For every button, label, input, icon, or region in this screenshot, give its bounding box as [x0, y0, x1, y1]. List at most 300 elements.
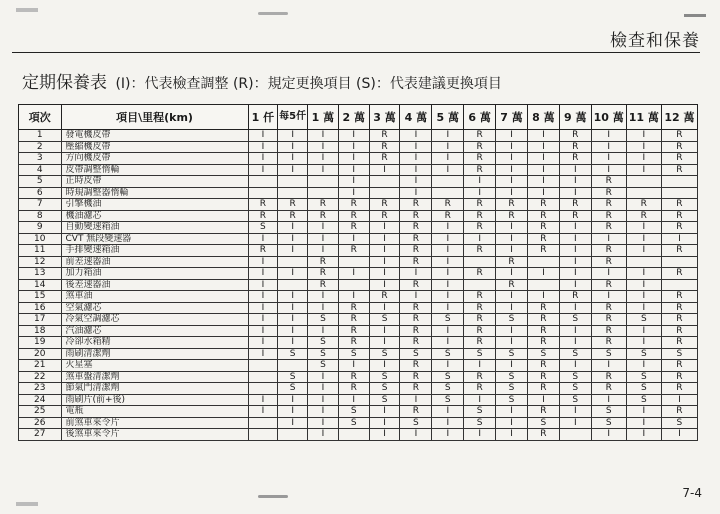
service-code: R — [527, 383, 559, 395]
table-header-row — [19, 105, 698, 130]
service-code: R — [527, 371, 559, 383]
service-code: I — [559, 417, 591, 429]
column-header: 1 仟 — [248, 105, 278, 130]
service-code: S — [591, 348, 626, 360]
service-code: R — [527, 233, 559, 245]
service-code: S — [626, 348, 661, 360]
service-code: I — [496, 141, 528, 153]
service-code: I — [496, 130, 528, 142]
service-code: R — [661, 222, 697, 234]
row-number: 13 — [19, 268, 62, 280]
service-code: I — [248, 256, 278, 268]
service-code: S — [464, 417, 496, 429]
service-code: I — [626, 429, 661, 441]
service-code: S — [626, 394, 661, 406]
item-name: 汽油濾芯 — [61, 325, 248, 337]
service-code: S — [308, 360, 339, 372]
table-row — [19, 337, 698, 349]
service-code — [248, 417, 278, 429]
service-code: R — [591, 383, 626, 395]
service-code — [661, 279, 697, 291]
service-code: I — [626, 130, 661, 142]
table-row — [19, 417, 698, 429]
row-number: 22 — [19, 371, 62, 383]
table-row — [19, 406, 698, 418]
registration-mark-bottom — [258, 495, 288, 498]
service-code: R — [527, 314, 559, 326]
service-code — [278, 176, 308, 188]
service-code: R — [591, 302, 626, 314]
service-code: S — [308, 314, 339, 326]
service-code: I — [464, 429, 496, 441]
service-code: S — [308, 337, 339, 349]
service-code: I — [278, 130, 308, 142]
service-code: R — [661, 371, 697, 383]
service-code: R — [338, 371, 369, 383]
service-code: I — [369, 406, 400, 418]
service-code — [626, 176, 661, 188]
item-name: 後煞車來令片 — [61, 429, 248, 441]
service-code: R — [591, 222, 626, 234]
legend-title: 定期保養表 — [22, 73, 107, 93]
service-code: I — [308, 164, 339, 176]
item-name: 電瓶 — [61, 406, 248, 418]
service-code: I — [496, 245, 528, 257]
registration-mark-top — [258, 12, 288, 15]
service-code: R — [400, 406, 432, 418]
table-row — [19, 268, 698, 280]
service-code — [278, 256, 308, 268]
service-code: I — [369, 279, 400, 291]
service-code: R — [400, 302, 432, 314]
service-code: R — [626, 210, 661, 222]
service-code: I — [527, 153, 559, 165]
service-code: R — [527, 245, 559, 257]
service-code: I — [400, 164, 432, 176]
service-code: R — [308, 268, 339, 280]
item-name: 方向機皮帶 — [61, 153, 248, 165]
service-code: R — [369, 153, 400, 165]
service-code: I — [661, 394, 697, 406]
service-code: R — [464, 210, 496, 222]
service-code: R — [661, 337, 697, 349]
service-code: R — [464, 141, 496, 153]
service-code: I — [432, 417, 464, 429]
service-code: R — [369, 210, 400, 222]
service-code: I — [369, 233, 400, 245]
service-code: I — [338, 141, 369, 153]
service-code: S — [496, 348, 528, 360]
service-code: R — [661, 291, 697, 303]
service-code: R — [591, 337, 626, 349]
table-row — [19, 360, 698, 372]
row-number: 26 — [19, 417, 62, 429]
service-code: I — [400, 268, 432, 280]
service-code: R — [661, 245, 697, 257]
service-code: I — [496, 417, 528, 429]
service-code: R — [338, 199, 369, 211]
service-code — [278, 279, 308, 291]
service-code: R — [400, 210, 432, 222]
service-code: I — [338, 268, 369, 280]
service-code: I — [248, 233, 278, 245]
service-code: R — [661, 360, 697, 372]
column-header: 8 萬 — [527, 105, 559, 130]
service-code: R — [661, 164, 697, 176]
service-code: I — [496, 268, 528, 280]
item-name: 冷氣空調濾芯 — [61, 314, 248, 326]
service-code: I — [432, 337, 464, 349]
service-code: R — [369, 130, 400, 142]
service-code: S — [308, 348, 339, 360]
service-code: I — [248, 325, 278, 337]
service-code — [248, 187, 278, 199]
service-code: I — [626, 360, 661, 372]
column-header: 項次 — [19, 105, 62, 130]
service-code: I — [369, 360, 400, 372]
service-code: R — [464, 268, 496, 280]
service-code — [278, 429, 308, 441]
item-name: 手排變速箱油 — [61, 245, 248, 257]
service-code: S — [432, 383, 464, 395]
service-code: S — [559, 394, 591, 406]
service-code: I — [248, 348, 278, 360]
service-code: S — [338, 406, 369, 418]
service-code: I — [626, 417, 661, 429]
service-code: I — [626, 245, 661, 257]
service-code: S — [464, 348, 496, 360]
service-code: I — [432, 279, 464, 291]
column-header: 1 萬 — [308, 105, 339, 130]
table-row — [19, 222, 698, 234]
service-code: I — [527, 141, 559, 153]
service-code — [527, 256, 559, 268]
item-name: 後差速器油 — [61, 279, 248, 291]
service-code: S — [369, 394, 400, 406]
service-code: R — [661, 199, 697, 211]
service-code: I — [591, 164, 626, 176]
service-code: R — [661, 302, 697, 314]
service-code: R — [464, 222, 496, 234]
service-code: I — [278, 164, 308, 176]
service-code: I — [369, 164, 400, 176]
service-code: R — [432, 210, 464, 222]
page-number: 7-4 — [682, 486, 702, 500]
service-code: I — [591, 233, 626, 245]
service-code: R — [248, 199, 278, 211]
table-row — [19, 256, 698, 268]
service-code: R — [400, 222, 432, 234]
service-code: I — [559, 279, 591, 291]
service-code — [278, 360, 308, 372]
service-code: S — [527, 348, 559, 360]
service-code — [248, 360, 278, 372]
maintenance-schedule-table — [18, 104, 698, 441]
service-code: I — [559, 222, 591, 234]
service-code: R — [591, 187, 626, 199]
service-code: I — [369, 256, 400, 268]
service-code — [308, 176, 339, 188]
service-code: R — [661, 406, 697, 418]
item-name: 正時皮帶 — [61, 176, 248, 188]
legend-text: (I)：代表檢查調整 (R)：規定更換項目 (S)：代表建議更換項目 — [115, 76, 502, 92]
item-name: 節氣門清潔劑 — [61, 383, 248, 395]
service-code: R — [338, 210, 369, 222]
service-code: S — [591, 406, 626, 418]
row-number: 20 — [19, 348, 62, 360]
service-code: I — [338, 187, 369, 199]
service-code: R — [527, 325, 559, 337]
table-row — [19, 176, 698, 188]
service-code: I — [308, 245, 339, 257]
service-code: I — [626, 325, 661, 337]
service-code: S — [432, 371, 464, 383]
service-code — [369, 176, 400, 188]
service-code: I — [369, 429, 400, 441]
row-number: 23 — [19, 383, 62, 395]
service-code: I — [308, 222, 339, 234]
service-code: R — [400, 256, 432, 268]
column-header: 12 萬 — [661, 105, 697, 130]
service-code: R — [464, 325, 496, 337]
service-code: I — [338, 360, 369, 372]
service-code — [661, 256, 697, 268]
service-code: I — [496, 164, 528, 176]
service-code: I — [248, 164, 278, 176]
service-code: R — [661, 325, 697, 337]
service-code: I — [559, 325, 591, 337]
service-code: I — [559, 233, 591, 245]
service-code: I — [432, 406, 464, 418]
service-code: R — [559, 210, 591, 222]
row-number: 16 — [19, 302, 62, 314]
header-divider — [12, 52, 700, 53]
service-code: R — [308, 279, 339, 291]
service-code — [464, 279, 496, 291]
table-row — [19, 130, 698, 142]
service-code: I — [591, 291, 626, 303]
service-code: R — [338, 337, 369, 349]
service-code: I — [400, 176, 432, 188]
table-row — [19, 153, 698, 165]
service-code: R — [400, 371, 432, 383]
service-code: R — [400, 337, 432, 349]
table-row — [19, 302, 698, 314]
service-code: I — [559, 268, 591, 280]
service-code: R — [464, 130, 496, 142]
service-code: R — [527, 360, 559, 372]
item-name: 雨刷清潔劑 — [61, 348, 248, 360]
service-code: I — [338, 394, 369, 406]
service-code: I — [626, 233, 661, 245]
service-code — [661, 187, 697, 199]
service-code: R — [400, 245, 432, 257]
service-code: I — [496, 291, 528, 303]
service-code: I — [369, 302, 400, 314]
service-code: S — [559, 348, 591, 360]
row-number: 12 — [19, 256, 62, 268]
item-name: 皮帶調整惰輪 — [61, 164, 248, 176]
service-code: I — [369, 325, 400, 337]
service-code: R — [464, 371, 496, 383]
service-code: I — [308, 429, 339, 441]
service-code: R — [432, 199, 464, 211]
service-code: R — [338, 302, 369, 314]
service-code: R — [464, 314, 496, 326]
service-code: I — [626, 337, 661, 349]
row-number: 8 — [19, 210, 62, 222]
service-code: I — [432, 164, 464, 176]
service-code: I — [591, 360, 626, 372]
service-code: I — [432, 245, 464, 257]
service-code: I — [308, 406, 339, 418]
service-code: R — [527, 429, 559, 441]
service-code: I — [626, 406, 661, 418]
service-code: I — [248, 279, 278, 291]
service-code: I — [559, 360, 591, 372]
service-code: I — [464, 187, 496, 199]
service-code — [626, 187, 661, 199]
service-code — [527, 279, 559, 291]
service-code: S — [400, 348, 432, 360]
row-number: 11 — [19, 245, 62, 257]
service-code: I — [248, 337, 278, 349]
row-number: 1 — [19, 130, 62, 142]
column-header: 2 萬 — [338, 105, 369, 130]
item-name: 煞車盤清潔劑 — [61, 371, 248, 383]
item-name: 冷卻水箱精 — [61, 337, 248, 349]
service-code: I — [527, 130, 559, 142]
service-code: I — [496, 176, 528, 188]
row-number: 19 — [19, 337, 62, 349]
service-code: R — [400, 360, 432, 372]
service-code: R — [464, 337, 496, 349]
service-code: R — [661, 210, 697, 222]
service-code: I — [400, 153, 432, 165]
service-code: I — [432, 141, 464, 153]
service-code: I — [248, 394, 278, 406]
service-code: I — [400, 130, 432, 142]
service-code: R — [400, 279, 432, 291]
service-code: I — [278, 291, 308, 303]
service-code: R — [527, 302, 559, 314]
service-code: R — [591, 245, 626, 257]
service-code: R — [338, 222, 369, 234]
item-name: 壓縮機皮帶 — [61, 141, 248, 153]
service-code: R — [496, 279, 528, 291]
service-code: I — [278, 417, 308, 429]
service-code: I — [308, 141, 339, 153]
service-code: I — [248, 291, 278, 303]
row-number: 15 — [19, 291, 62, 303]
service-code: I — [278, 406, 308, 418]
service-code: I — [527, 187, 559, 199]
service-code: I — [278, 245, 308, 257]
row-number: 2 — [19, 141, 62, 153]
service-code: R — [338, 314, 369, 326]
service-code: S — [661, 348, 697, 360]
row-number: 3 — [19, 153, 62, 165]
service-code: R — [338, 245, 369, 257]
service-code: S — [626, 383, 661, 395]
service-code: R — [591, 314, 626, 326]
service-code — [661, 176, 697, 188]
table-row — [19, 348, 698, 360]
column-header: 6 萬 — [464, 105, 496, 130]
service-code: R — [527, 406, 559, 418]
service-code: R — [369, 291, 400, 303]
service-code: I — [308, 130, 339, 142]
service-code: I — [432, 268, 464, 280]
service-code: I — [338, 164, 369, 176]
service-code: I — [338, 130, 369, 142]
table-row — [19, 164, 698, 176]
service-code: S — [496, 383, 528, 395]
row-number: 14 — [19, 279, 62, 291]
service-code: R — [464, 383, 496, 395]
table-row — [19, 325, 698, 337]
service-code — [308, 187, 339, 199]
service-code: I — [278, 325, 308, 337]
service-code: I — [278, 337, 308, 349]
service-code: I — [278, 302, 308, 314]
service-code: R — [369, 199, 400, 211]
service-code: R — [591, 199, 626, 211]
service-code: I — [527, 268, 559, 280]
service-code: S — [527, 417, 559, 429]
service-code: I — [559, 337, 591, 349]
service-code: S — [278, 371, 308, 383]
service-code: I — [432, 233, 464, 245]
service-code: I — [338, 176, 369, 188]
service-code: S — [661, 417, 697, 429]
service-code: R — [559, 153, 591, 165]
column-header: 5 萬 — [432, 105, 464, 130]
service-code: I — [559, 187, 591, 199]
service-code: R — [527, 199, 559, 211]
service-code: S — [559, 383, 591, 395]
service-code: R — [661, 383, 697, 395]
row-number: 27 — [19, 429, 62, 441]
service-code — [278, 187, 308, 199]
service-code: R — [496, 256, 528, 268]
service-code: I — [369, 337, 400, 349]
service-code: I — [308, 371, 339, 383]
service-code: R — [559, 130, 591, 142]
service-code: I — [432, 130, 464, 142]
service-code: S — [559, 314, 591, 326]
service-code: I — [278, 394, 308, 406]
table-row — [19, 245, 698, 257]
service-code: I — [248, 141, 278, 153]
service-code: S — [496, 394, 528, 406]
table-row — [19, 314, 698, 326]
service-code: I — [661, 233, 697, 245]
service-code: I — [400, 291, 432, 303]
item-name: 火星塞 — [61, 360, 248, 372]
service-code: S — [369, 371, 400, 383]
item-name: 自動變速箱油 — [61, 222, 248, 234]
item-name: 前煞車來令片 — [61, 417, 248, 429]
service-code: I — [308, 394, 339, 406]
service-code: R — [400, 314, 432, 326]
service-code: I — [248, 406, 278, 418]
service-code: I — [248, 268, 278, 280]
service-code: R — [626, 199, 661, 211]
service-code: I — [661, 429, 697, 441]
service-code: I — [559, 245, 591, 257]
row-number: 24 — [19, 394, 62, 406]
